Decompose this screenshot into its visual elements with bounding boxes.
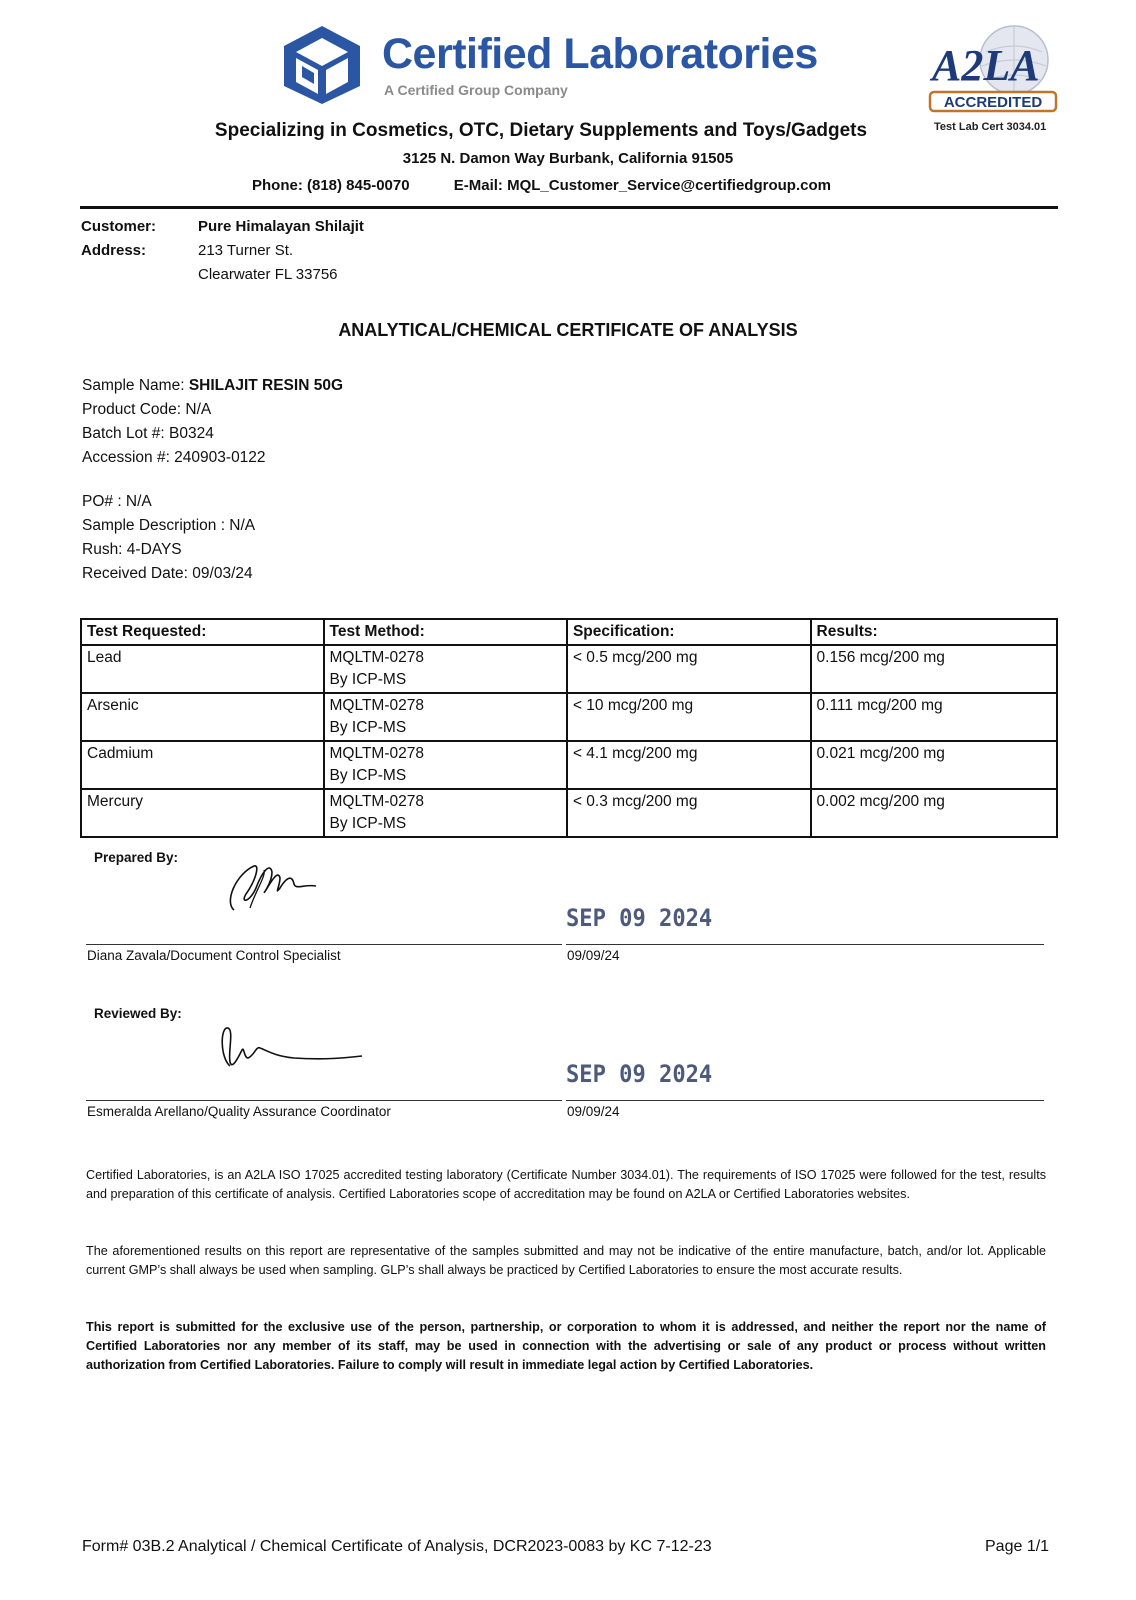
header-divider bbox=[80, 206, 1058, 209]
prepared-signature-icon bbox=[220, 850, 330, 920]
prepared-by-name: Diana Zavala/Document Control Specialist bbox=[87, 948, 341, 963]
reviewed-signature-icon bbox=[214, 1018, 374, 1074]
test-specification: < 0.3 mcg/200 mg bbox=[567, 789, 811, 837]
test-method bbox=[324, 693, 567, 741]
table-row bbox=[81, 645, 1057, 693]
prepared-date-stamp: SEP 09 2024 bbox=[566, 904, 713, 932]
sample-info bbox=[82, 374, 343, 470]
company-contact bbox=[252, 177, 831, 194]
sample-name-value: SHILAJIT RESIN 50G bbox=[188, 377, 344, 394]
reviewed-signature-line bbox=[86, 1100, 562, 1101]
reviewed-date: 09/09/24 bbox=[567, 1104, 620, 1119]
test-result: 0.021 mcg/200 mg bbox=[811, 741, 1057, 789]
received-date: Received Date: 09/03/24 bbox=[82, 565, 253, 582]
method-technique: By ICP-MS bbox=[329, 767, 407, 784]
company-address: 3125 N. Damon Way Burbank, California 91505 bbox=[402, 150, 734, 167]
accreditation-note: Certified Laboratories, is an A2LA ISO 17025 accredited testing laboratory (Certificate Number 3034.01). The requirements of ISO 17025 were followed for the test, results and preparation of this certificate of analysis. Certified Laboratories scope of accreditation may be found on A2LA or Certified Laboratories websites. bbox=[86, 1168, 1046, 1201]
table-header-row bbox=[81, 619, 1057, 645]
representative-results-note: The aforementioned results on this report are representative of the samples submitted and may not be indicative of the entire manufacture, batch, and/or lot. Applicable current GMP’s shall always be used when sampling. GLP’s shall always be practiced by Certified Laboratories to ensure the most accurate results. bbox=[86, 1244, 1046, 1277]
test-result: 0.002 mcg/200 mg bbox=[811, 789, 1057, 837]
accession-number: Accession #: 240903-0122 bbox=[82, 449, 266, 466]
a2la-accredited-logo-icon bbox=[928, 22, 1060, 114]
table-row bbox=[81, 693, 1057, 741]
results-table bbox=[80, 618, 1058, 838]
company-email: E-Mail: MQL_Customer_Service@certifiedgroup.com bbox=[453, 177, 831, 194]
test-name: Cadmium bbox=[81, 741, 324, 789]
header-test-method: Test Method: bbox=[324, 619, 567, 645]
brand-name: Certified Laboratories bbox=[382, 30, 818, 78]
test-specification: < 10 mcg/200 mg bbox=[567, 693, 811, 741]
table-row bbox=[81, 741, 1057, 789]
test-specification: < 4.1 mcg/200 mg bbox=[567, 741, 811, 789]
document-title: ANALYTICAL/CHEMICAL CERTIFICATE OF ANALYSIS bbox=[338, 320, 798, 340]
company-tagline: Specializing in Cosmetics, OTC, Dietary Supplements and Toys/Gadgets bbox=[214, 120, 868, 141]
sample-description: Sample Description : N/A bbox=[82, 517, 256, 534]
company-phone: Phone: (818) 845-0070 bbox=[252, 177, 410, 194]
page-number: Page 1/1 bbox=[985, 1538, 1050, 1555]
header-test-requested: Test Requested: bbox=[81, 619, 324, 645]
test-result: 0.111 mcg/200 mg bbox=[811, 693, 1057, 741]
lab-cert-number: Test Lab Cert 3034.01 bbox=[934, 121, 1047, 133]
form-reference: Form# 03B.2 Analytical / Chemical Certificate of Analysis, DCR2023-0083 by KC 7-12-23 bbox=[82, 1538, 712, 1555]
po-number: PO# : N/A bbox=[82, 493, 152, 510]
test-method bbox=[324, 741, 567, 789]
method-technique: By ICP-MS bbox=[329, 719, 407, 736]
reviewed-date-line bbox=[566, 1100, 1044, 1101]
header-specification: Specification: bbox=[567, 619, 811, 645]
batch-lot: Batch Lot #: B0324 bbox=[82, 425, 214, 442]
method-code: MQLTM-0278 bbox=[329, 649, 424, 666]
rush-status: Rush: 4-DAYS bbox=[82, 541, 182, 558]
method-technique: By ICP-MS bbox=[329, 671, 407, 688]
prepared-signature-line bbox=[86, 944, 562, 945]
test-result: 0.156 mcg/200 mg bbox=[811, 645, 1057, 693]
prepared-date: 09/09/24 bbox=[567, 948, 620, 963]
method-code: MQLTM-0278 bbox=[329, 697, 424, 714]
test-method bbox=[324, 789, 567, 837]
method-code: MQLTM-0278 bbox=[329, 745, 424, 762]
reviewed-by-name: Esmeralda Arellano/Quality Assurance Coordinator bbox=[87, 1104, 391, 1119]
brand-subtitle: A Certified Group Company bbox=[384, 82, 568, 98]
certified-labs-logo-icon bbox=[280, 24, 364, 106]
table-row bbox=[81, 789, 1057, 837]
test-method bbox=[324, 645, 567, 693]
test-specification: < 0.5 mcg/200 mg bbox=[567, 645, 811, 693]
address-label: Address: bbox=[81, 242, 147, 259]
a2la-logo-text: A2LA bbox=[932, 41, 1040, 90]
test-name: Arsenic bbox=[81, 693, 324, 741]
reviewed-by-label: Reviewed By: bbox=[94, 1006, 182, 1021]
prepared-by-label: Prepared By: bbox=[94, 850, 179, 865]
sample-name-row bbox=[82, 374, 343, 398]
prepared-date-line bbox=[566, 944, 1044, 945]
sample-name-label: Sample Name: bbox=[82, 377, 185, 394]
header-results: Results: bbox=[811, 619, 1057, 645]
customer-name: Pure Himalayan Shilajit bbox=[198, 218, 364, 235]
method-technique: By ICP-MS bbox=[329, 815, 407, 832]
customer-address-line1: 213 Turner St. bbox=[198, 242, 294, 259]
method-code: MQLTM-0278 bbox=[329, 793, 424, 810]
test-name: Lead bbox=[81, 645, 324, 693]
exclusive-use-note: This report is submitted for the exclusive use of the person, partnership, or corporation to whom it is addressed, and neither the report nor the name of Certified Laboratories nor any member of its staff, may be used in connection with the advertising or sale of any product or process without written authorization from Certified Laboratories. Failure to comply will result in immediate legal action by Certified Laboratories. bbox=[86, 1320, 1046, 1372]
reviewed-date-stamp: SEP 09 2024 bbox=[566, 1060, 713, 1088]
customer-address-line2: Clearwater FL 33756 bbox=[198, 266, 338, 283]
order-info bbox=[82, 490, 255, 586]
accredited-badge-text: ACCREDITED bbox=[943, 94, 1043, 111]
customer-label: Customer: bbox=[81, 218, 157, 235]
product-code: Product Code: N/A bbox=[82, 401, 212, 418]
test-name: Mercury bbox=[81, 789, 324, 837]
